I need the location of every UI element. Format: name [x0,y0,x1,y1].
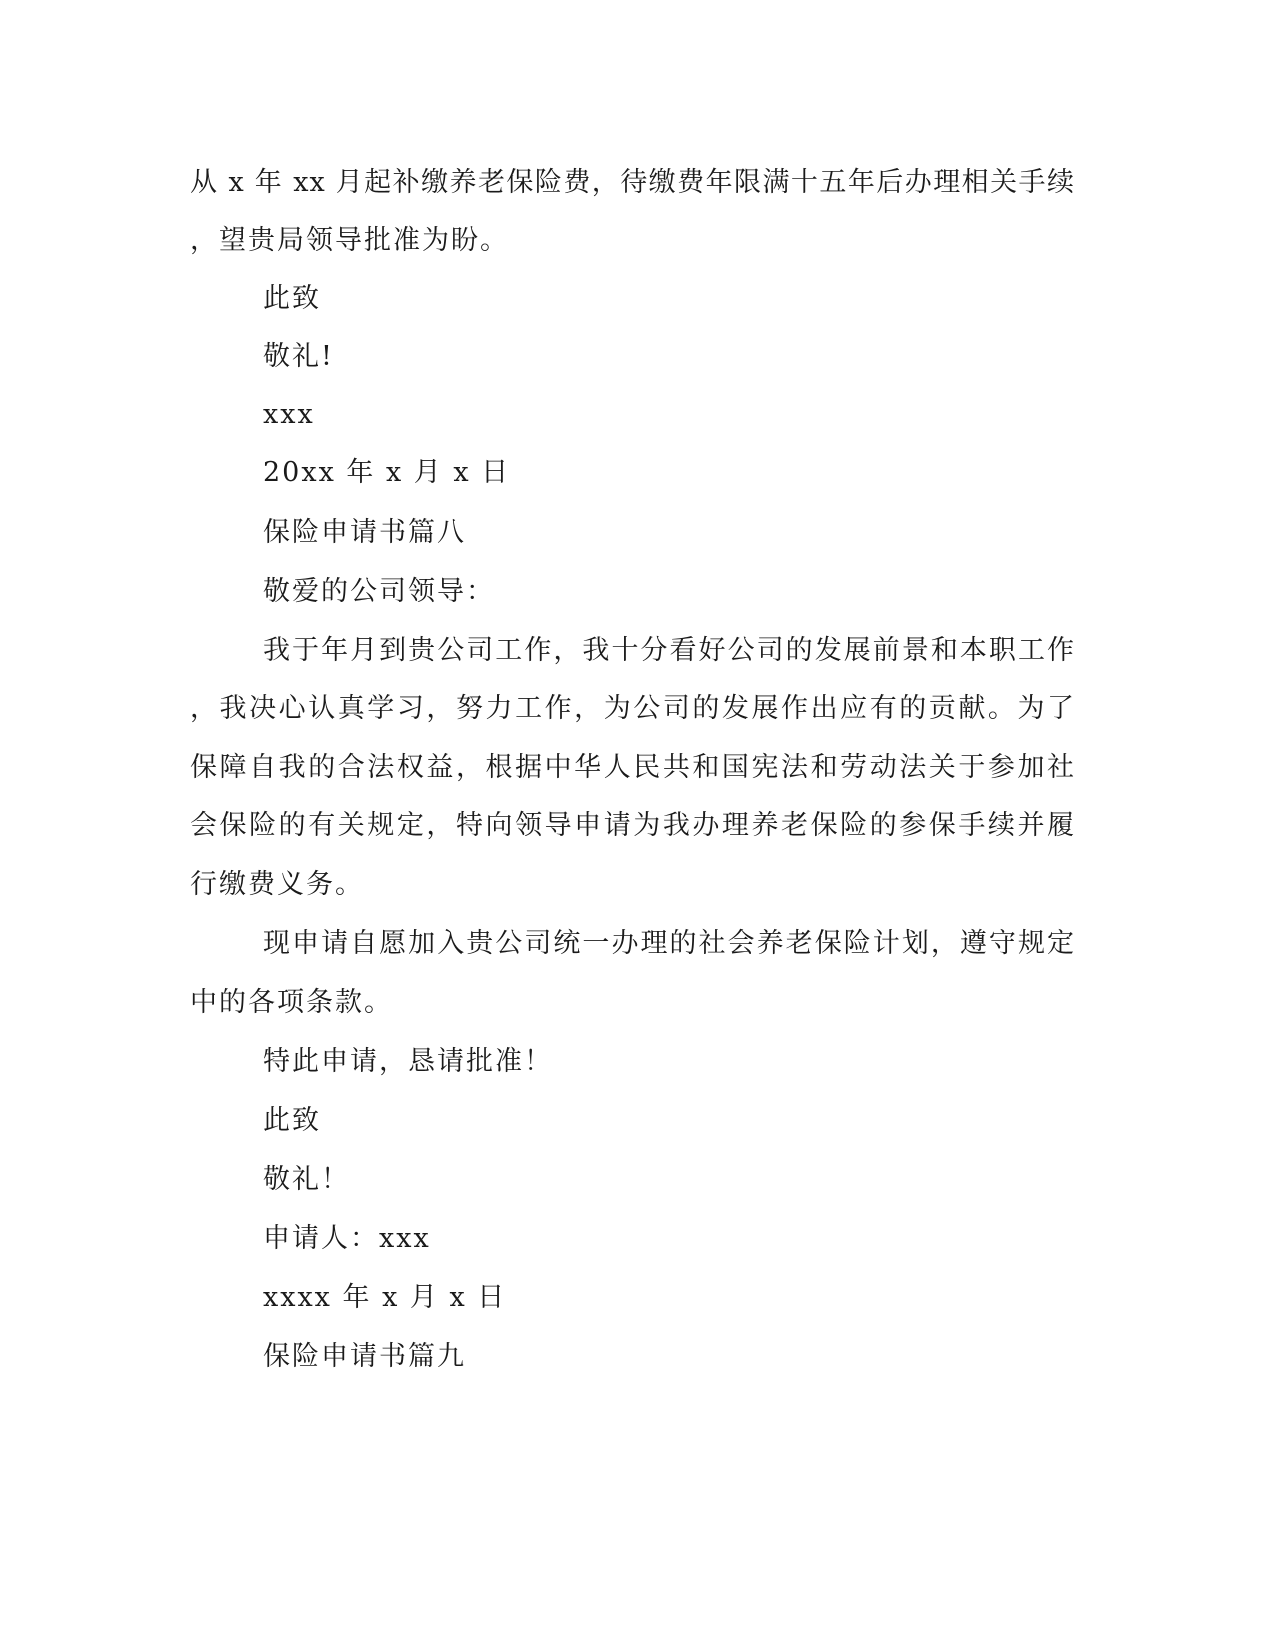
date-line: 20xx 年 x 月 x 日 [263,457,511,488]
paragraph-line: 我于年月到贵公司工作，我十分看好公司的发展前景和本职工作 [263,635,1075,666]
paragraph-line: 中的各项条款。 [190,987,393,1018]
greeting-line: 敬爱的公司领导： [263,576,495,607]
salutation-line: 敬礼！ [263,1164,350,1195]
closing-line: 特此申请，恳请批准！ [263,1046,553,1077]
paragraph-line: 从 x 年 xx 月起补缴养老保险费，待缴费年限满十五年后办理相关手续 [190,167,1075,198]
paragraph-line: 会保险的有关规定，特向领导申请为我办理养老保险的参保手续并履 [190,810,1075,841]
paragraph-line: 保障自我的合法权益，根据中华人民共和国宪法和劳动法关于参加社 [190,752,1075,783]
paragraph-line: ，我决心认真学习，努力工作，为公司的发展作出应有的贡献。为了 [190,693,1075,724]
section-heading: 保险申请书篇八 [263,517,466,548]
paragraph-line: 行缴费义务。 [190,869,364,900]
section-heading: 保险申请书篇九 [263,1341,466,1372]
salutation-line: 敬礼! [263,341,334,372]
signature-line: 申请人：xxx [263,1223,431,1254]
salutation-line: 此致 [263,1105,321,1136]
paragraph-line: 现申请自愿加入贵公司统一办理的社会养老保险计划，遵守规定 [263,928,1075,959]
salutation-line: 此致 [263,283,321,314]
paragraph-line: ，望贵局领导批准为盼。 [190,225,509,256]
date-line: xxxx 年 x 月 x 日 [263,1282,507,1313]
signature-line: xxx [263,399,315,430]
